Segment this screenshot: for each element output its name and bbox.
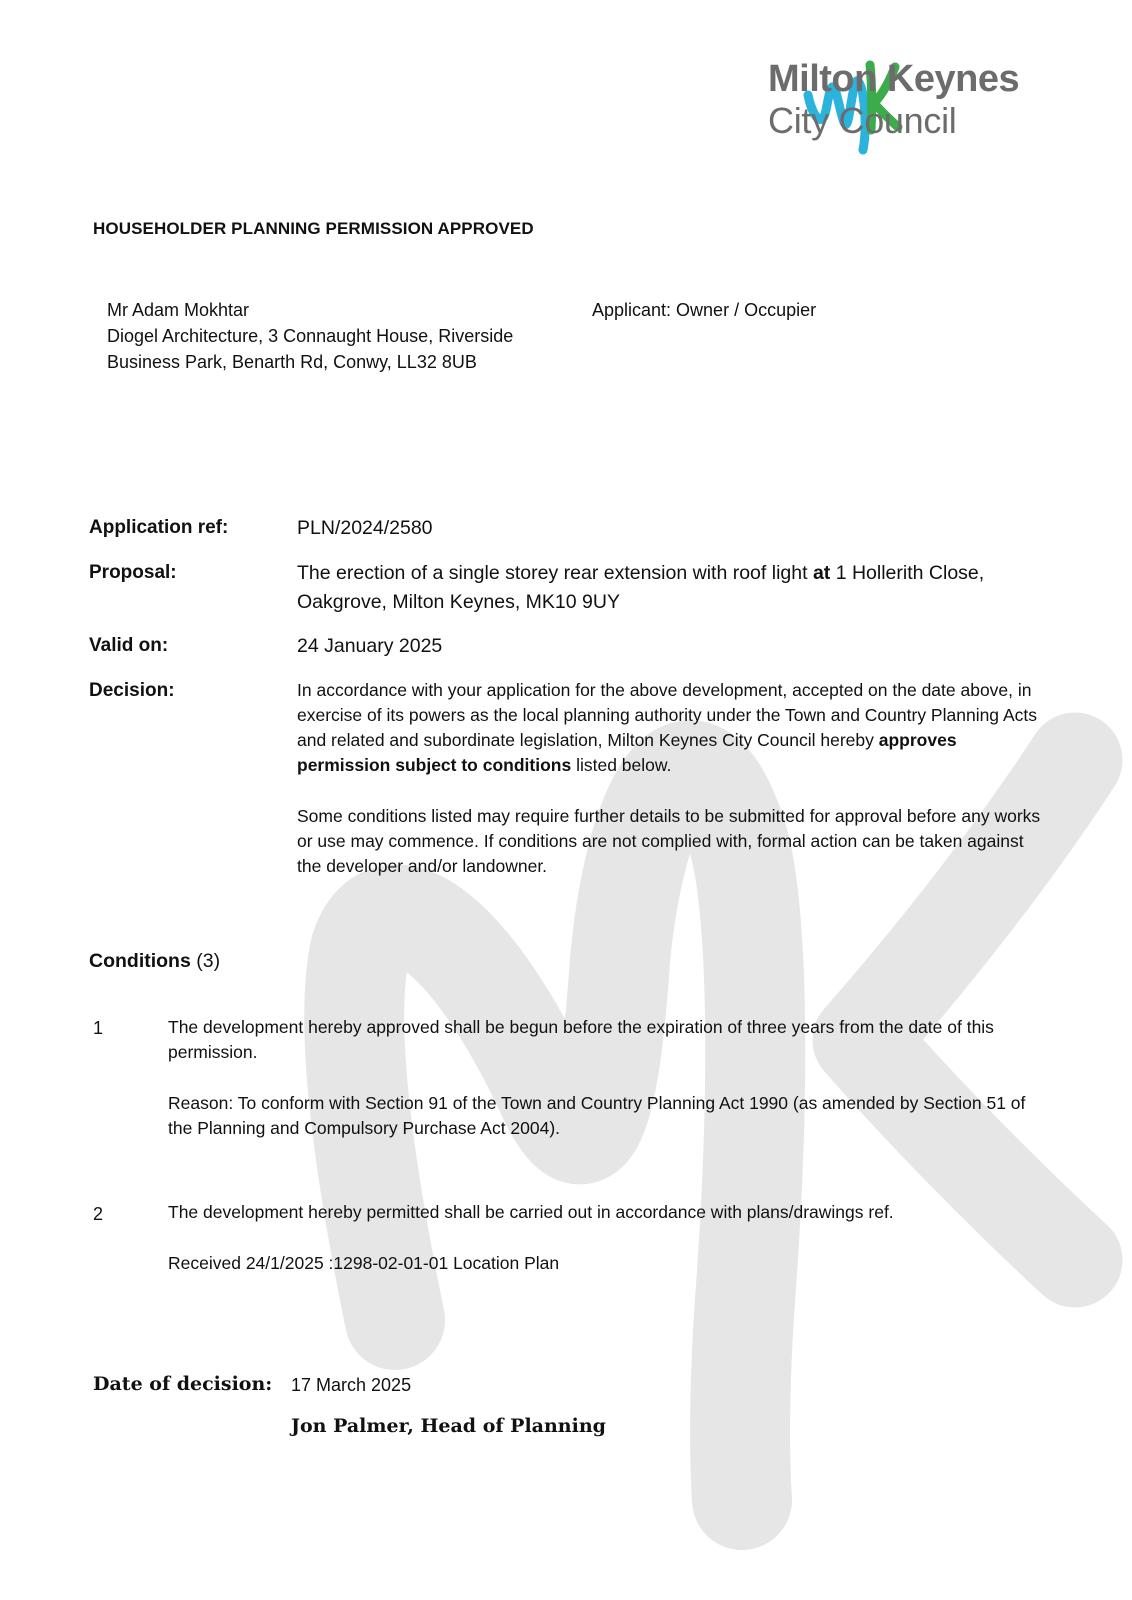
decision-label: Decision: — [89, 680, 175, 701]
condition-reason: Reason: To conform with Section 91 of the Town and Country Planning Act 1990 (as amended by Section 51 of the Planning and Compulsory Purchase Act 2004). — [168, 1093, 1026, 1138]
recipient-name: Mr Adam Mokhtar — [107, 300, 250, 320]
proposal-address: 1 Hollerith Close, Oakgrove, Milton Keynes, MK10 9UY — [297, 562, 985, 613]
decision-text — [297, 678, 1042, 778]
condition-number: 2 — [93, 1204, 104, 1224]
conditions-title: Conditions — [89, 950, 191, 972]
recipient-address — [107, 297, 513, 375]
condition-text: The development hereby permitted shall be carried out in accordance with plans/drawings ref. — [168, 1202, 894, 1222]
decision-text-end: listed below. — [576, 755, 672, 775]
condition-number: 1 — [93, 1018, 104, 1038]
application-ref-label: Application ref: — [89, 517, 229, 538]
application-ref-value: PLN/2024/2580 — [297, 517, 433, 539]
date-of-decision-label: Date of decision: — [93, 1373, 273, 1395]
recipient-address-line-2: Business Park, Benarth Rd, Conwy, LL32 8UB — [107, 352, 477, 372]
valid-on-label: Valid on: — [89, 635, 169, 656]
logo-line-2: City Council — [768, 100, 957, 141]
proposal-text: The erection of a single storey rear extension with roof light — [297, 562, 808, 584]
decision-text-main: In accordance with your application for the above development, accepted on the date above, in exercise of its powers as the local planning authority under the Town and Country Planning Acts and related and subordinate legislation, Milton Keynes City Council hereby — [297, 680, 1037, 750]
proposal-value — [297, 559, 1042, 617]
date-of-decision-value: 17 March 2025 — [291, 1375, 412, 1395]
decision-note: Some conditions listed may require further details to be submitted for approval before any works or use may commence. If conditions are not complied with, formal action can be taken against the developer and/or landowner. — [297, 806, 1041, 876]
condition-text: The development hereby approved shall be begun before the expiration of three years from the date of this permission. — [168, 1017, 994, 1062]
conditions-count: (3) — [196, 950, 221, 972]
proposal-label: Proposal: — [89, 562, 177, 583]
valid-on-value: 24 January 2025 — [297, 635, 443, 657]
decision-approval: approves permission subject to conditions — [297, 730, 957, 775]
signatory-name: Jon Palmer, Head of Planning — [291, 1415, 606, 1437]
council-logo-text — [768, 60, 1019, 139]
condition-reason: Received 24/1/2025 :1298-02-01-01 Location Plan — [168, 1253, 560, 1273]
recipient-address-line-1: Diogel Architecture, 3 Connaught House, Riverside — [107, 326, 514, 346]
conditions-heading — [89, 950, 220, 973]
document-title: HOUSEHOLDER PLANNING PERMISSION APPROVED — [93, 219, 534, 238]
proposal-at: at — [812, 562, 831, 584]
logo-line-1: Milton Keynes — [768, 58, 1020, 100]
applicant-type: Applicant: Owner / Occupier — [592, 300, 817, 320]
